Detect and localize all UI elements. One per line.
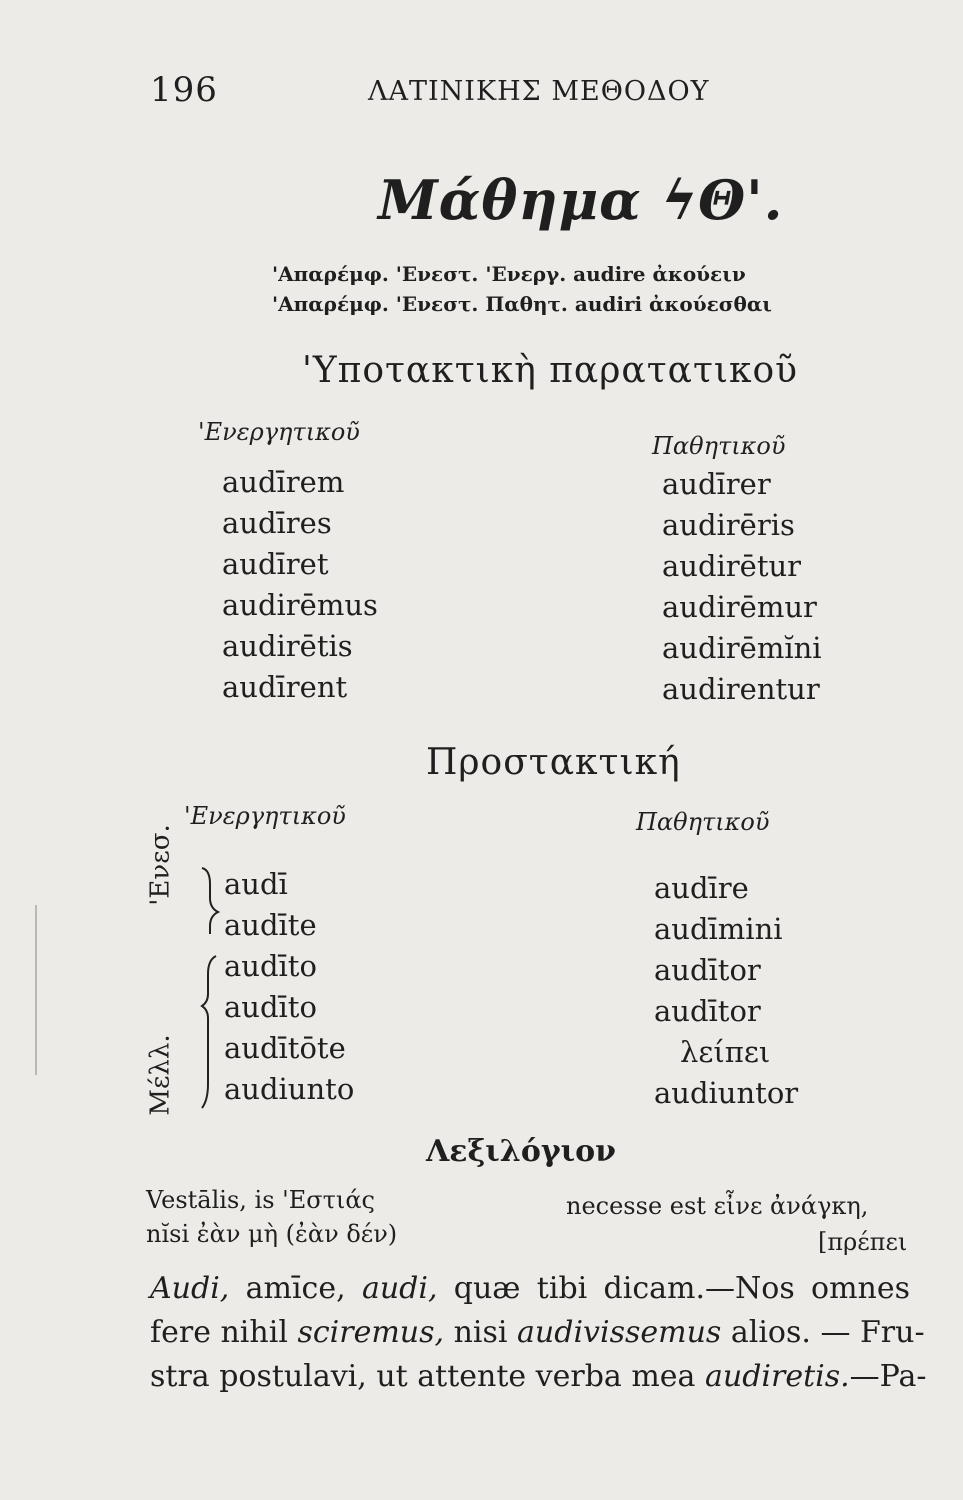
tense-side-labels <box>136 824 186 1116</box>
list-item: audītor <box>654 953 761 987</box>
text-run: Audi, <box>150 1271 230 1306</box>
list-item: audītōte <box>224 1031 346 1065</box>
list-item: audīres <box>222 506 332 540</box>
list-item: audirēmur <box>662 590 817 624</box>
imperative-active-list <box>224 864 354 1110</box>
list-item: audīmini <box>654 912 783 946</box>
list-item: audītor <box>654 994 761 1028</box>
subjunctive-active-label: 'Ενεργητικοῦ <box>198 418 360 446</box>
infinitive-passive: 'Απαρέμφ. 'Ενεστ. Παθητ. audiri ἀκούεσθαι <box>272 292 772 316</box>
vocabulary-title: Λεξιλόγιον <box>426 1134 616 1169</box>
list-item: audirēmus <box>222 588 378 622</box>
text-run: amīce, <box>229 1271 362 1306</box>
list-item: audīre <box>654 871 749 905</box>
text-run: sciremus, <box>297 1315 445 1350</box>
bracket-icon <box>196 864 222 1114</box>
list-item: audīret <box>222 547 329 581</box>
text-run: stra postulavi, ut attente verba mea <box>150 1359 705 1394</box>
list-item: audīrent <box>222 670 348 704</box>
vocabulary-entry: [πρέπει <box>818 1228 908 1256</box>
list-item: audiuntor <box>654 1076 799 1110</box>
list-item: audīto <box>224 949 317 983</box>
list-item: audīto <box>224 990 317 1024</box>
text-run: nisi <box>444 1315 518 1350</box>
subjunctive-active-list <box>222 462 378 708</box>
page-number: 196 <box>150 70 218 110</box>
list-item: audirēris <box>662 508 795 542</box>
margin-line <box>35 905 37 1075</box>
text-run: quæ tibi dicam.—Nos omnes <box>437 1271 910 1306</box>
present-tense-label: 'Ενεσ. <box>146 824 177 906</box>
list-item: audīrer <box>662 467 771 501</box>
vocabulary-entry: Vestālis, is 'Εστιάς <box>146 1186 375 1214</box>
list-item: audirētis <box>222 629 353 663</box>
text-run: alios. — Fru- <box>721 1315 925 1350</box>
imperative-passive-label: Παθητικοῦ <box>636 808 770 836</box>
vocabulary-entry: nĭsi ἐὰν μὴ (ἐὰν δέν) <box>146 1220 398 1248</box>
running-header: ΛΑΤΙΝΙΚΗΣ ΜΕΘΟΔΟΥ <box>368 76 710 107</box>
text-run: audi, <box>361 1271 438 1306</box>
text-run: audiretis. <box>704 1359 850 1394</box>
list-item: λείπει <box>680 1035 771 1069</box>
exercise-line <box>150 1355 927 1399</box>
list-item: audīte <box>224 908 317 942</box>
imperative-title: Προστακτική <box>426 742 681 783</box>
list-item: audī <box>224 867 288 901</box>
exercise-text <box>150 1267 927 1399</box>
text-run: —Pa- <box>849 1359 927 1394</box>
exercise-line <box>150 1267 910 1311</box>
list-item: audiunto <box>224 1072 355 1106</box>
subjunctive-title: 'Υποτακτικὴ παρατατικοῦ <box>302 350 799 391</box>
subjunctive-passive-list <box>662 464 822 710</box>
lesson-title: Μάθημα ϟΘ'. <box>378 168 784 232</box>
list-item: audirētur <box>662 549 802 583</box>
future-tense-label: Μέλλ. <box>146 1034 177 1116</box>
imperative-passive-list <box>654 868 798 1114</box>
imperative-active-label: 'Ενεργητικοῦ <box>184 802 346 830</box>
exercise-line <box>150 1311 925 1355</box>
list-item: audīrem <box>222 465 345 499</box>
text-run: audivissemus <box>517 1315 722 1350</box>
text-run: fere nihil <box>150 1315 298 1350</box>
list-item: audirentur <box>662 672 820 706</box>
vocabulary-entry: necesse est εἶνε ἀνάγκη, <box>566 1192 869 1220</box>
infinitive-active: 'Απαρέμφ. 'Ενεστ. 'Ενεργ. audire ἀκούειν <box>272 262 746 286</box>
subjunctive-passive-label: Παθητικοῦ <box>652 432 786 460</box>
list-item: audirēmĭni <box>662 631 822 665</box>
